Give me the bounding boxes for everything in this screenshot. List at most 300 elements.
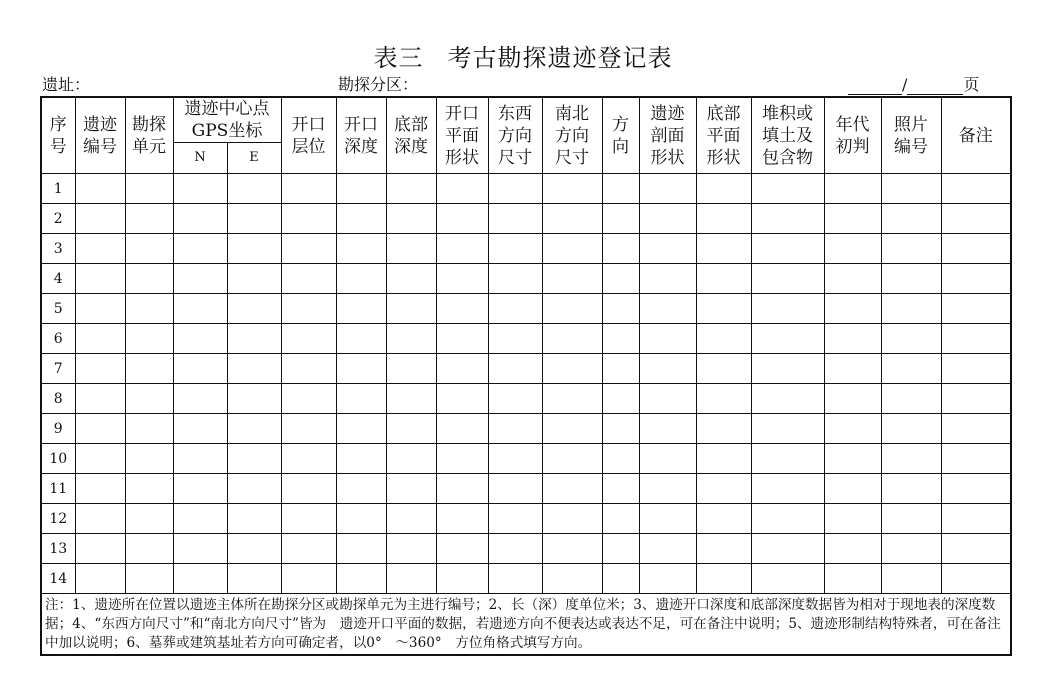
row-number: 9 <box>41 414 75 444</box>
cell-gps-n[interactable] <box>173 384 227 414</box>
cell-ns-size[interactable] <box>542 234 602 264</box>
header-gps-e: E <box>227 143 281 174</box>
cell-section-shape[interactable] <box>639 444 696 474</box>
cell-gps-e[interactable] <box>227 294 281 324</box>
cell-open-layer[interactable] <box>281 204 336 234</box>
cell-ns-size[interactable] <box>542 384 602 414</box>
row-number: 2 <box>41 204 75 234</box>
header-open-shape: 开口 平面 形状 <box>436 97 488 174</box>
cell-unit[interactable] <box>125 204 173 234</box>
cell-fill[interactable] <box>751 174 824 204</box>
cell-ns-size[interactable] <box>542 474 602 504</box>
cell-open-shape[interactable] <box>436 384 488 414</box>
cell-gps-e[interactable] <box>227 264 281 294</box>
cell-photo-no[interactable] <box>881 444 941 474</box>
cell-feature-no[interactable] <box>75 204 125 234</box>
cell-open-layer[interactable] <box>281 504 336 534</box>
cell-photo-no[interactable] <box>881 564 941 594</box>
cell-photo-no[interactable] <box>881 234 941 264</box>
cell-fill[interactable] <box>751 354 824 384</box>
cell-fill[interactable] <box>751 534 824 564</box>
cell-bottom-shape[interactable] <box>696 474 751 504</box>
cell-remarks[interactable] <box>941 474 1011 504</box>
header-open-layer: 开口 层位 <box>281 97 336 174</box>
cell-direction[interactable] <box>602 534 639 564</box>
cell-gps-n[interactable] <box>173 504 227 534</box>
cell-gps-n[interactable] <box>173 444 227 474</box>
cell-open-depth[interactable] <box>336 324 386 354</box>
cell-fill[interactable] <box>751 294 824 324</box>
cell-remarks[interactable] <box>941 384 1011 414</box>
cell-gps-n[interactable] <box>173 264 227 294</box>
cell-bottom-depth[interactable] <box>386 174 436 204</box>
cell-gps-e[interactable] <box>227 504 281 534</box>
site-label: 遗址： <box>42 75 91 94</box>
cell-ns-size[interactable] <box>542 294 602 324</box>
cell-date[interactable] <box>824 324 881 354</box>
cell-section-shape[interactable] <box>639 324 696 354</box>
cell-bottom-depth[interactable] <box>386 354 436 384</box>
cell-photo-no[interactable] <box>881 534 941 564</box>
cell-remarks[interactable] <box>941 564 1011 594</box>
cell-remarks[interactable] <box>941 504 1011 534</box>
header-ew-size: 东西 方向 尺寸 <box>488 97 542 174</box>
cell-remarks[interactable] <box>941 204 1011 234</box>
cell-ew-size[interactable] <box>488 564 542 594</box>
cell-ns-size[interactable] <box>542 204 602 234</box>
cell-feature-no[interactable] <box>75 294 125 324</box>
row-number: 14 <box>41 564 75 594</box>
cell-gps-n[interactable] <box>173 354 227 384</box>
cell-open-depth[interactable] <box>336 234 386 264</box>
cell-bottom-shape[interactable] <box>696 174 751 204</box>
title-number: 表三 <box>373 44 424 72</box>
cell-photo-no[interactable] <box>881 504 941 534</box>
cell-date[interactable] <box>824 564 881 594</box>
cell-photo-no[interactable] <box>881 174 941 204</box>
cell-fill[interactable] <box>751 324 824 354</box>
cell-section-shape[interactable] <box>639 294 696 324</box>
cell-feature-no[interactable] <box>75 324 125 354</box>
header-fill: 堆积或 填土及 包含物 <box>751 97 824 174</box>
cell-open-layer[interactable] <box>281 414 336 444</box>
cell-direction[interactable] <box>602 414 639 444</box>
cell-open-shape[interactable] <box>436 504 488 534</box>
cell-date[interactable] <box>824 174 881 204</box>
cell-section-shape[interactable] <box>639 234 696 264</box>
cell-bottom-shape[interactable] <box>696 534 751 564</box>
cell-gps-e[interactable] <box>227 534 281 564</box>
cell-open-depth[interactable] <box>336 174 386 204</box>
cell-gps-e[interactable] <box>227 234 281 264</box>
cell-photo-no[interactable] <box>881 384 941 414</box>
table-row <box>41 354 1011 384</box>
cell-open-depth[interactable] <box>336 264 386 294</box>
page-label: 页 <box>963 75 980 94</box>
cell-open-layer[interactable] <box>281 324 336 354</box>
cell-unit[interactable] <box>125 414 173 444</box>
cell-feature-no[interactable] <box>75 474 125 504</box>
zone-label: 勘探分区： <box>338 75 419 94</box>
cell-open-depth[interactable] <box>336 564 386 594</box>
cell-fill[interactable] <box>751 444 824 474</box>
cell-open-depth[interactable] <box>336 384 386 414</box>
cell-direction[interactable] <box>602 234 639 264</box>
cell-ew-size[interactable] <box>488 534 542 564</box>
row-number: 10 <box>41 444 75 474</box>
cell-unit[interactable] <box>125 444 173 474</box>
cell-section-shape[interactable] <box>639 414 696 444</box>
cell-open-layer[interactable] <box>281 534 336 564</box>
cell-fill[interactable] <box>751 234 824 264</box>
cell-ns-size[interactable] <box>542 174 602 204</box>
cell-remarks[interactable] <box>941 294 1011 324</box>
row-number: 13 <box>41 534 75 564</box>
cell-ns-size[interactable] <box>542 354 602 384</box>
cell-bottom-depth[interactable] <box>386 384 436 414</box>
cell-ns-size[interactable] <box>542 324 602 354</box>
header-gps: 遗迹中心点 GPS坐标 <box>173 97 281 143</box>
cell-open-shape[interactable] <box>436 534 488 564</box>
cell-remarks[interactable] <box>941 234 1011 264</box>
table-row <box>41 444 1011 474</box>
cell-feature-no[interactable] <box>75 234 125 264</box>
table-row <box>41 204 1011 234</box>
cell-remarks[interactable] <box>941 414 1011 444</box>
table-row <box>41 384 1011 414</box>
cell-gps-e[interactable] <box>227 174 281 204</box>
page-counter <box>848 72 979 95</box>
cell-bottom-depth[interactable] <box>386 324 436 354</box>
cell-open-layer[interactable] <box>281 354 336 384</box>
cell-open-shape[interactable] <box>436 204 488 234</box>
cell-bottom-depth[interactable] <box>386 264 436 294</box>
cell-open-shape[interactable] <box>436 354 488 384</box>
cell-unit[interactable] <box>125 474 173 504</box>
cell-unit[interactable] <box>125 384 173 414</box>
cell-direction[interactable] <box>602 384 639 414</box>
cell-ew-size[interactable] <box>488 324 542 354</box>
cell-ns-size[interactable] <box>542 534 602 564</box>
cell-ew-size[interactable] <box>488 444 542 474</box>
cell-gps-e[interactable] <box>227 564 281 594</box>
cell-open-layer[interactable] <box>281 384 336 414</box>
cell-fill[interactable] <box>751 204 824 234</box>
cell-unit[interactable] <box>125 324 173 354</box>
header-seq: 序 号 <box>41 97 75 174</box>
cell-bottom-shape[interactable] <box>696 294 751 324</box>
table-row <box>41 564 1011 594</box>
zone-field <box>338 72 418 95</box>
cell-section-shape[interactable] <box>639 504 696 534</box>
cell-remarks[interactable] <box>941 444 1011 474</box>
cell-open-depth[interactable] <box>336 204 386 234</box>
cell-section-shape[interactable] <box>639 564 696 594</box>
cell-open-shape[interactable] <box>436 294 488 324</box>
cell-feature-no[interactable] <box>75 564 125 594</box>
cell-bottom-shape[interactable] <box>696 264 751 294</box>
cell-feature-no[interactable] <box>75 354 125 384</box>
cell-direction[interactable] <box>602 564 639 594</box>
cell-photo-no[interactable] <box>881 324 941 354</box>
row-number: 5 <box>41 294 75 324</box>
cell-remarks[interactable] <box>941 324 1011 354</box>
cell-section-shape[interactable] <box>639 354 696 384</box>
cell-gps-e[interactable] <box>227 474 281 504</box>
table-row <box>41 414 1011 444</box>
cell-ew-size[interactable] <box>488 384 542 414</box>
table-row <box>41 474 1011 504</box>
cell-section-shape[interactable] <box>639 204 696 234</box>
cell-gps-n[interactable] <box>173 474 227 504</box>
cell-bottom-depth[interactable] <box>386 444 436 474</box>
table-row <box>41 174 1011 204</box>
row-number: 7 <box>41 354 75 384</box>
header-open-depth: 开口 深度 <box>336 97 386 174</box>
row-number: 11 <box>41 474 75 504</box>
cell-bottom-depth[interactable] <box>386 294 436 324</box>
cell-gps-n[interactable] <box>173 174 227 204</box>
cell-feature-no[interactable] <box>75 534 125 564</box>
cell-ew-size[interactable] <box>488 294 542 324</box>
cell-unit[interactable] <box>125 234 173 264</box>
cell-open-shape[interactable] <box>436 174 488 204</box>
row-number: 6 <box>41 324 75 354</box>
cell-open-depth[interactable] <box>336 354 386 384</box>
cell-bottom-shape[interactable] <box>696 414 751 444</box>
cell-fill[interactable] <box>751 504 824 534</box>
cell-photo-no[interactable] <box>881 204 941 234</box>
note-row <box>41 594 1011 656</box>
cell-open-depth[interactable] <box>336 534 386 564</box>
table-note: 注：1、遗迹所在位置以遗迹主体所在勘探分区或勘探单元为主进行编号；2、长（深）度单位米；3、遗迹开口深度和底部深度数据皆为相对于现地表的深度数据；4、“东西方向尺寸”和“南北方向尺寸”皆为 遗迹开口平面的数据，若遗迹方向不便表达或表达不足，可在备注中说明；5、遗迹形制结构特殊者，可在备注中加以说明；6、墓葬或建筑基址若方向可确定者，以0° ～360° 方位角格式填写方向。 <box>41 594 1011 656</box>
cell-fill[interactable] <box>751 384 824 414</box>
document-title <box>0 38 1046 73</box>
cell-bottom-shape[interactable] <box>696 324 751 354</box>
cell-open-depth[interactable] <box>336 294 386 324</box>
cell-ns-size[interactable] <box>542 264 602 294</box>
cell-gps-n[interactable] <box>173 534 227 564</box>
cell-open-layer[interactable] <box>281 264 336 294</box>
cell-ns-size[interactable] <box>542 504 602 534</box>
table-row <box>41 294 1011 324</box>
cell-unit[interactable] <box>125 564 173 594</box>
cell-fill[interactable] <box>751 564 824 594</box>
cell-direction[interactable] <box>602 264 639 294</box>
cell-direction[interactable] <box>602 504 639 534</box>
row-number: 3 <box>41 234 75 264</box>
header-section-shape: 遗迹 剖面 形状 <box>639 97 696 174</box>
cell-bottom-depth[interactable] <box>386 234 436 264</box>
cell-open-shape[interactable] <box>436 444 488 474</box>
cell-gps-n[interactable] <box>173 414 227 444</box>
cell-direction[interactable] <box>602 354 639 384</box>
cell-open-depth[interactable] <box>336 504 386 534</box>
cell-open-layer[interactable] <box>281 234 336 264</box>
header-photo-no: 照片 编号 <box>881 97 941 174</box>
cell-open-shape[interactable] <box>436 234 488 264</box>
cell-date[interactable] <box>824 294 881 324</box>
cell-bottom-depth[interactable] <box>386 564 436 594</box>
cell-photo-no[interactable] <box>881 294 941 324</box>
cell-ew-size[interactable] <box>488 174 542 204</box>
cell-direction[interactable] <box>602 474 639 504</box>
cell-gps-n[interactable] <box>173 324 227 354</box>
cell-remarks[interactable] <box>941 534 1011 564</box>
cell-bottom-shape[interactable] <box>696 384 751 414</box>
cell-open-shape[interactable] <box>436 264 488 294</box>
cell-open-layer[interactable] <box>281 294 336 324</box>
cell-gps-e[interactable] <box>227 204 281 234</box>
cell-fill[interactable] <box>751 474 824 504</box>
header-unit: 勘探 单元 <box>125 97 173 174</box>
table-row <box>41 264 1011 294</box>
cell-photo-no[interactable] <box>881 264 941 294</box>
table-row <box>41 234 1011 264</box>
header-date: 年代 初判 <box>824 97 881 174</box>
row-number: 1 <box>41 174 75 204</box>
cell-section-shape[interactable] <box>639 174 696 204</box>
cell-date[interactable] <box>824 534 881 564</box>
cell-gps-n[interactable] <box>173 234 227 264</box>
page-separator: / <box>902 75 908 94</box>
cell-bottom-shape[interactable] <box>696 354 751 384</box>
cell-direction[interactable] <box>602 324 639 354</box>
cell-feature-no[interactable] <box>75 414 125 444</box>
feature-register-table <box>40 96 1012 656</box>
cell-section-shape[interactable] <box>639 384 696 414</box>
table-row <box>41 534 1011 564</box>
header-row-1 <box>41 97 1011 143</box>
cell-photo-no[interactable] <box>881 414 941 444</box>
cell-gps-n[interactable] <box>173 564 227 594</box>
row-number: 4 <box>41 264 75 294</box>
cell-open-shape[interactable] <box>436 324 488 354</box>
cell-open-layer[interactable] <box>281 444 336 474</box>
cell-ew-size[interactable] <box>488 474 542 504</box>
cell-feature-no[interactable] <box>75 174 125 204</box>
cell-ns-size[interactable] <box>542 444 602 474</box>
cell-remarks[interactable] <box>941 354 1011 384</box>
cell-ew-size[interactable] <box>488 264 542 294</box>
cell-bottom-shape[interactable] <box>696 234 751 264</box>
cell-gps-e[interactable] <box>227 324 281 354</box>
cell-ns-size[interactable] <box>542 414 602 444</box>
cell-unit[interactable] <box>125 354 173 384</box>
cell-open-depth[interactable] <box>336 474 386 504</box>
cell-date[interactable] <box>824 384 881 414</box>
cell-bottom-shape[interactable] <box>696 564 751 594</box>
cell-direction[interactable] <box>602 174 639 204</box>
cell-date[interactable] <box>824 474 881 504</box>
cell-open-depth[interactable] <box>336 444 386 474</box>
header-gps-n: N <box>173 143 227 174</box>
cell-section-shape[interactable] <box>639 264 696 294</box>
cell-bottom-depth[interactable] <box>386 474 436 504</box>
cell-section-shape[interactable] <box>639 474 696 504</box>
cell-date[interactable] <box>824 354 881 384</box>
cell-open-shape[interactable] <box>436 474 488 504</box>
cell-ew-size[interactable] <box>488 204 542 234</box>
header-remarks: 备注 <box>941 97 1011 174</box>
header-direction: 方 向 <box>602 97 639 174</box>
cell-date[interactable] <box>824 414 881 444</box>
cell-unit[interactable] <box>125 174 173 204</box>
page-total-blank[interactable] <box>907 76 963 95</box>
cell-gps-n[interactable] <box>173 294 227 324</box>
cell-feature-no[interactable] <box>75 384 125 414</box>
cell-bottom-depth[interactable] <box>386 534 436 564</box>
cell-bottom-depth[interactable] <box>386 414 436 444</box>
cell-remarks[interactable] <box>941 264 1011 294</box>
cell-gps-e[interactable] <box>227 414 281 444</box>
cell-unit[interactable] <box>125 294 173 324</box>
row-number: 12 <box>41 504 75 534</box>
cell-ew-size[interactable] <box>488 414 542 444</box>
cell-section-shape[interactable] <box>639 534 696 564</box>
cell-ew-size[interactable] <box>488 354 542 384</box>
cell-feature-no[interactable] <box>75 444 125 474</box>
cell-open-depth[interactable] <box>336 414 386 444</box>
header-ns-size: 南北 方向 尺寸 <box>542 97 602 174</box>
cell-feature-no[interactable] <box>75 504 125 534</box>
cell-open-layer[interactable] <box>281 474 336 504</box>
cell-date[interactable] <box>824 504 881 534</box>
cell-gps-e[interactable] <box>227 384 281 414</box>
title-text: 考古勘探遗迹登记表 <box>447 44 673 72</box>
cell-direction[interactable] <box>602 444 639 474</box>
table-body <box>41 174 1011 594</box>
row-number: 8 <box>41 384 75 414</box>
cell-open-layer[interactable] <box>281 564 336 594</box>
cell-bottom-depth[interactable] <box>386 504 436 534</box>
cell-gps-n[interactable] <box>173 204 227 234</box>
cell-feature-no[interactable] <box>75 264 125 294</box>
cell-date[interactable] <box>824 444 881 474</box>
site-field <box>42 72 90 95</box>
cell-bottom-shape[interactable] <box>696 204 751 234</box>
cell-bottom-shape[interactable] <box>696 504 751 534</box>
cell-direction[interactable] <box>602 204 639 234</box>
cell-ew-size[interactable] <box>488 504 542 534</box>
cell-unit[interactable] <box>125 504 173 534</box>
page-current-blank[interactable] <box>848 76 902 95</box>
cell-date[interactable] <box>824 234 881 264</box>
cell-open-layer[interactable] <box>281 174 336 204</box>
cell-unit[interactable] <box>125 264 173 294</box>
cell-ns-size[interactable] <box>542 564 602 594</box>
cell-unit[interactable] <box>125 534 173 564</box>
cell-gps-e[interactable] <box>227 444 281 474</box>
cell-photo-no[interactable] <box>881 354 941 384</box>
cell-date[interactable] <box>824 264 881 294</box>
cell-photo-no[interactable] <box>881 474 941 504</box>
cell-gps-e[interactable] <box>227 354 281 384</box>
table-row <box>41 504 1011 534</box>
header-bottom-depth: 底部 深度 <box>386 97 436 174</box>
cell-bottom-shape[interactable] <box>696 444 751 474</box>
cell-fill[interactable] <box>751 414 824 444</box>
cell-ew-size[interactable] <box>488 234 542 264</box>
cell-bottom-depth[interactable] <box>386 204 436 234</box>
cell-fill[interactable] <box>751 264 824 294</box>
cell-date[interactable] <box>824 204 881 234</box>
cell-direction[interactable] <box>602 294 639 324</box>
cell-remarks[interactable] <box>941 174 1011 204</box>
header-bottom-shape: 底部 平面 形状 <box>696 97 751 174</box>
cell-open-shape[interactable] <box>436 564 488 594</box>
cell-open-shape[interactable] <box>436 414 488 444</box>
